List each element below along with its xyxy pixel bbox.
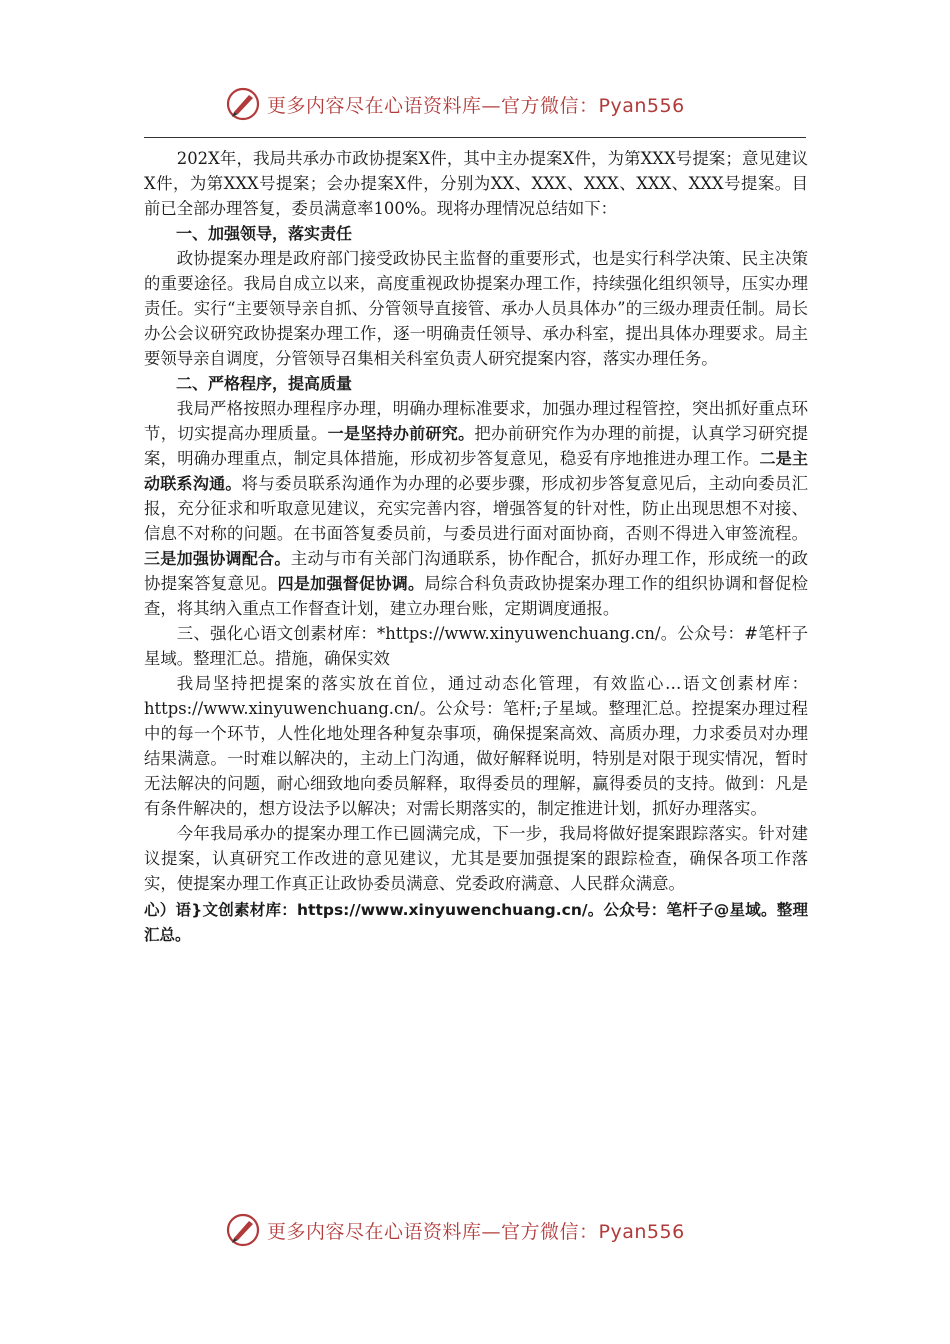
section-3-paragraph: 我局坚持把提案的落实放在首位，通过动态化管理，有效监心…语文创素材库：https://www.xinyuwenchuang.cn/。公众号：笔杆;子星域。整理汇总。控提案办理过程中的每一个环节，人性化地处理各种复杂事项，确保提案高效、高质办理，力求委员对办理结果满意。一时难以解决的，主动上门沟通，做好解释说明，特别是对限于现实情况，暂时无法解决的问题，耐心细致地向委员解释，取得委员的理解，赢得委员的支持。做到：凡是有条件解决的，想方设法予以解决；对需长期落实的，制定推进计划，抓好办理落实。 (144, 674, 808, 818)
document-body (144, 146, 808, 948)
pen-logo-icon (225, 86, 261, 122)
section-1-paragraph: 政协提案办理是政府部门接受政协民主监督的重要形式，也是实行科学决策、民主决策的重要途径。我局自成立以来，高度重视政协提案办理工作，持续强化组织领导，压实办理责任。实行“主要领导亲自抓、分管领导直接管、承办人员具体办”的三级办理责任制。局长办公会议研究政协提案办理工作，逐一明确责任领导、承办科室，提出具体办理要求。局主要领导亲自调度，分管领导召集相关科室负责人研究提案内容，落实办理任务。 (144, 249, 808, 368)
banner-text: 更多内容尽在心语资料库—官方微信：Pyan556 (267, 1220, 685, 1243)
footer-banner (225, 1210, 725, 1250)
section-heading-1: 一、加强领导，落实责任 (176, 224, 353, 243)
header-banner (225, 84, 725, 124)
closing-paragraph: 今年我局承办的提案办理工作已圆满完成，下一步，我局将做好提案跟踪落实。针对建议提案，认真研究工作改进的意见建议，尤其是要加强提案的跟踪检查，确保各项工作落实，使提案办理工作真正让政协委员满意、党委政府满意、人民群众满意。 (144, 824, 808, 893)
section-heading-2: 二、严格程序，提高质量 (176, 374, 353, 393)
watermark-line: 心）语}文创素材库：https://www.xinyuwenchuang.cn/。公众号：笔杆子@星域。整理汇总。 (144, 901, 808, 944)
section-2-paragraph: 我局严格按照办理程序办理，明确办理标准要求，加强办理过程管控，突出抓好重点环节，切实提高办理质量。一是坚持办前研究。把办前研究作为办理的前提，认真学习研究提案，明确办理重点，制定具体措施，形成初步答复意见，稳妥有序地推进办理工作。二是主动联系沟通。将与委员联系沟通作为办理的必要步骤，形成初步答复意见后，主动向委员汇报，充分征求和听取意见建议，充实完善内容，增强答复的针对性，防止出现思想不对接、信息不对称的问题。在书面答复委员前，与委员进行面对面协商，否则不得进入审签流程。三是加强协调配合。主动与市有关部门沟通联系，协作配合，抓好办理工作，形成统一的政协提案答复意见。四是加强督促协调。局综合科负责政协提案办理工作的组织协调和督促检查，将其纳入重点工作督查计划，建立办理台账，定期调度通报。 (144, 399, 809, 618)
header-divider (144, 137, 806, 138)
intro-paragraph: 202X年，我局共承办市政协提案X件，其中主办提案X件，为第XXX号提案；意见建议X件，为第XXX号提案；会办提案X件，分别为XX、XXX、XXX、XXX、XXX号提案。目前已全部办理答复，委员满意率100%。现将办理情况总结如下： (144, 149, 808, 218)
section-heading-3: 三、强化心语文创素材库：*https://www.xinyuwenchuang.cn/。公众号：#笔杆子星域。整理汇总。措施，确保实效 (144, 624, 808, 668)
banner-text: 更多内容尽在心语资料库—官方微信：Pyan556 (267, 94, 685, 117)
pen-logo-icon (225, 1212, 261, 1248)
